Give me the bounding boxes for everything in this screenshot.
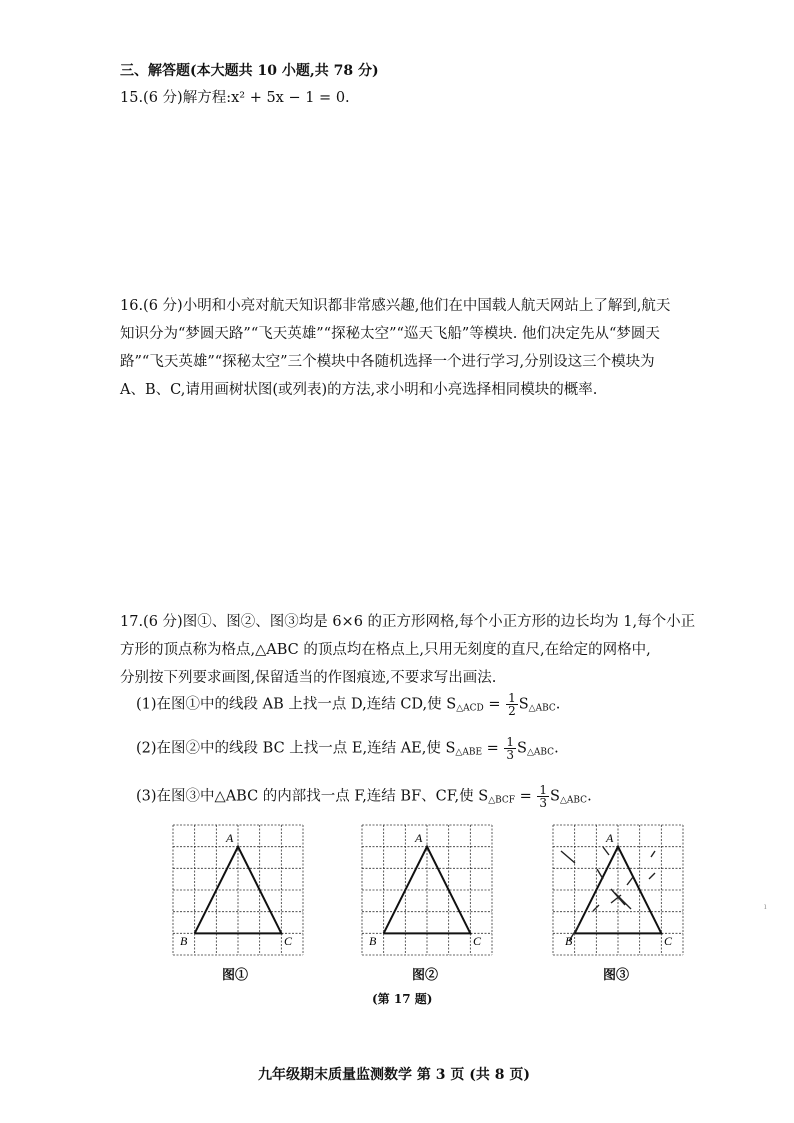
figure-title: (第 17 题) [372, 992, 433, 1006]
part-2-equals: = [482, 740, 504, 757]
question-16-line-1: 16.(6 分)小明和小亮对航天知识都非常感兴趣,他们在中国载人航天网站上了解到,航天 [120, 298, 671, 314]
part-3-subscript-a: △BCF [488, 795, 516, 806]
part-2-fraction [504, 736, 516, 761]
vertex-label-a: A [606, 831, 614, 845]
part-3-subscript-b: △ABC [559, 795, 588, 806]
fraction-numerator: 1 [508, 691, 516, 705]
part-2-end: . [554, 740, 559, 757]
grid-figure-2 [360, 823, 494, 957]
question-16-line-4: A、B、C,请用画树状图(或列表)的方法,求小明和小亮选择相同模块的概率. [120, 382, 598, 398]
fraction-numerator: 1 [539, 783, 548, 797]
part-3-equals: = [515, 788, 537, 805]
fraction-numerator: 1 [506, 735, 515, 749]
part-1-equals: = [483, 696, 506, 713]
part-3-s: S [550, 788, 560, 805]
fraction-denominator: 3 [539, 796, 548, 810]
part-2-subscript-a: △ABE [455, 747, 483, 758]
vertex-label-b: B [565, 934, 573, 948]
grid-figure-1 [171, 823, 305, 957]
vertex-label-c: C [473, 934, 482, 948]
question-16 [120, 292, 680, 404]
vertex-label-a: A [415, 831, 423, 845]
part-1-end: . [555, 696, 561, 713]
question-17-line-3: 分别按下列要求画图,保留适当的作图痕迹,不要求写出画法. [120, 670, 497, 686]
vertex-label-c: C [664, 934, 673, 948]
question-17-line-2: 方形的顶点称为格点,△ABC 的顶点均在格点上,只用无刻度的直尺,在给定的网格中, [120, 642, 651, 658]
question-17 [120, 608, 695, 692]
part-2-subscript-b: △ABC [526, 747, 555, 758]
vertex-label-a: A [226, 831, 234, 845]
part-2-s: S [517, 740, 527, 757]
question-15: 15.(6 分)解方程:x² + 5x − 1 = 0. [120, 90, 350, 106]
figure-2-caption: 图② [412, 968, 439, 983]
part-1-subscript-a: △ACD [456, 703, 484, 714]
part-2-text: (2)在图②中的线段 BC 上找一点 E,连结 AE,使 S [136, 740, 456, 757]
fraction-denominator: 2 [508, 704, 516, 718]
vertex-label-b: B [180, 934, 188, 948]
question-16-line-3: 路”“飞天英雄”“探秘太空”三个模块中各随机选择一个进行学习,分别设这三个模块为 [120, 354, 655, 370]
part-1-text: (1)在图①中的线段 AB 上找一点 D,连结 CD,使 S [136, 696, 457, 713]
part-3-text: (3)在图③中△ABC 的内部找一点 F,连结 BF、CF,使 S [136, 788, 489, 805]
grid-figure-3 [551, 823, 685, 957]
question-17-line-1: 17.(6 分)图①、图②、图③均是 6×6 的正方形网格,每个小正方形的边长均为 1,每个小正 [120, 614, 696, 630]
part-1-fraction [506, 692, 518, 717]
part-3-fraction [537, 784, 549, 809]
question-17-part-1 [136, 692, 560, 717]
page-footer: 九年级期末质量监测数学 第 3 页 (共 8 页) [258, 1067, 530, 1083]
figure-3-caption: 图③ [603, 968, 630, 983]
section-header: 三、解答题(本大题共 10 小题,共 78 分) [120, 63, 379, 79]
question-17-part-2 [136, 736, 559, 761]
question-16-line-2: 知识分为“梦圆天路”“飞天英雄”“探秘太空”“巡天飞船”等模块. 他们决定先从“梦圆天 [120, 326, 660, 342]
fraction-denominator: 3 [506, 748, 515, 762]
part-1-s: S [518, 696, 529, 713]
part-3-end: . [587, 788, 592, 805]
question-17-part-3 [136, 784, 592, 809]
vertex-label-c: C [284, 934, 293, 948]
vertex-label-b: B [369, 934, 377, 948]
part-1-subscript-b: △ABC [528, 703, 556, 714]
margin-mark: ı [764, 902, 767, 911]
figure-1-caption: 图① [222, 968, 249, 983]
